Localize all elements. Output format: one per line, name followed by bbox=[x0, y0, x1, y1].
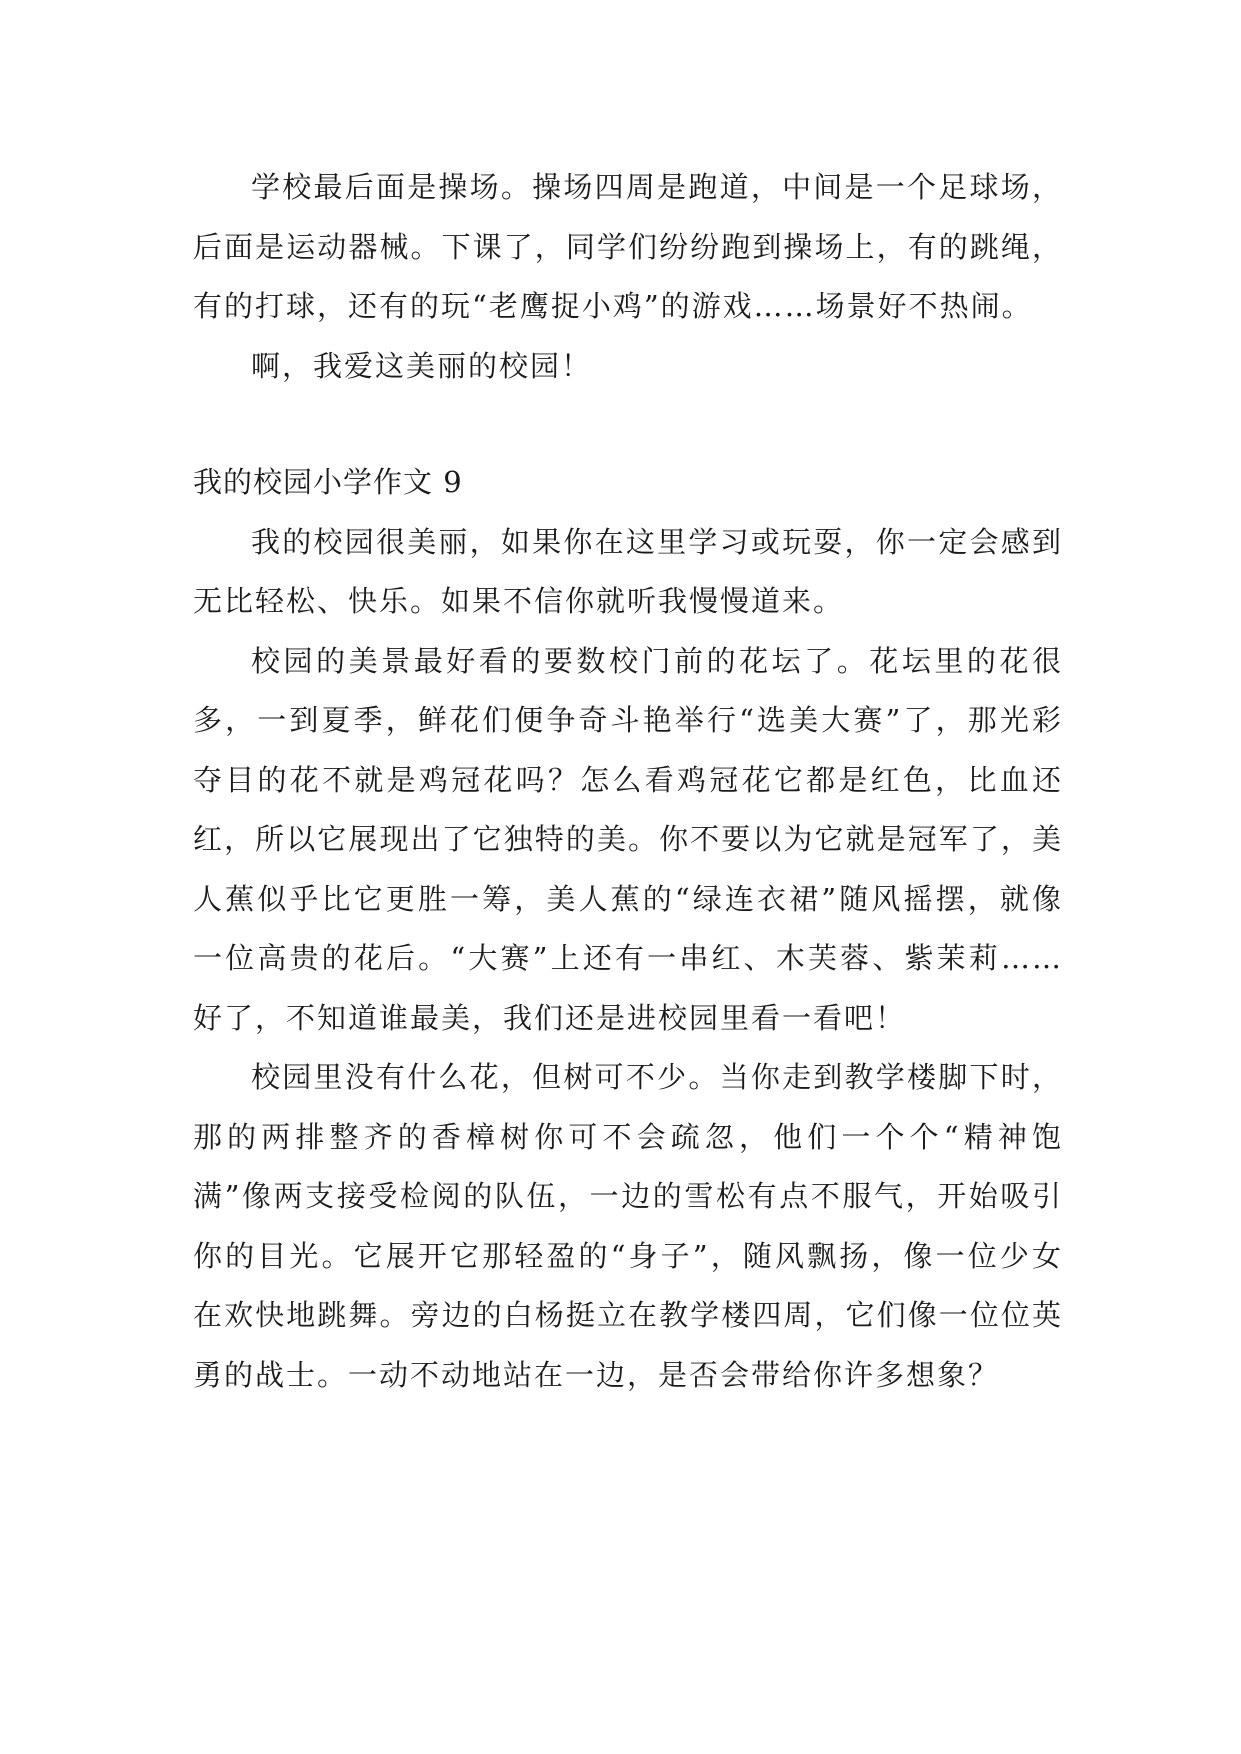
section-title: 我的校园小学作文 9 bbox=[193, 465, 463, 499]
paragraph-trees: 校园里没有什么花，但树可不少。当你走到教学楼脚下时，那的两排整齐的香樟树你可不会疏忽，他们一个个“精神饱满”像两支接受检阅的队伍，一边的雪松有点不服气，开始吸引你的目光。它展开它那轻盈的“身子”，随风飘扬，像一位少女在欢快地跳舞。旁边的白杨挺立在教学楼四周，它们像一位位英勇的战士。一动不动地站在一边，是否会带给你许多想象？ bbox=[193, 1060, 1063, 1392]
paragraph-flower-bed: 校园的美景最好看的要数校门前的花坛了。花坛里的花很多，一到夏季，鲜花们便争奇斗艳举行“选美大赛”了，那光彩夺目的花不就是鸡冠花吗？怎么看鸡冠花它都是红色，比血还红，所以它展现出了它独特的美。你不要以为它就是冠军了，美人蕉似乎比它更胜一筹，美人蕉的“绿连衣裙”随风摇摆，就像一位高贵的花后。“大赛”上还有一串红、木芙蓉、紫茉莉……好了，不知道谁最美，我们还是进校园里看一看吧！ bbox=[193, 643, 1063, 1035]
paragraph-intro: 我的校园很美丽，如果你在这里学习或玩耍，你一定会感到无比轻松、快乐。如果不信你就听我慢慢道来。 bbox=[193, 524, 1063, 618]
paragraph-playground: 学校最后面是操场。操场四周是跑道，中间是一个足球场，后面是运动器械。下课了，同学们纷纷跑到操场上，有的跳绳，有的打球，还有的玩“老鹰捉小鸡”的游戏……场景好不热闹。 bbox=[193, 170, 1063, 323]
document-page bbox=[193, 158, 1063, 1405]
paragraph-love-campus: 啊，我爱这美丽的校园！ bbox=[251, 348, 593, 383]
